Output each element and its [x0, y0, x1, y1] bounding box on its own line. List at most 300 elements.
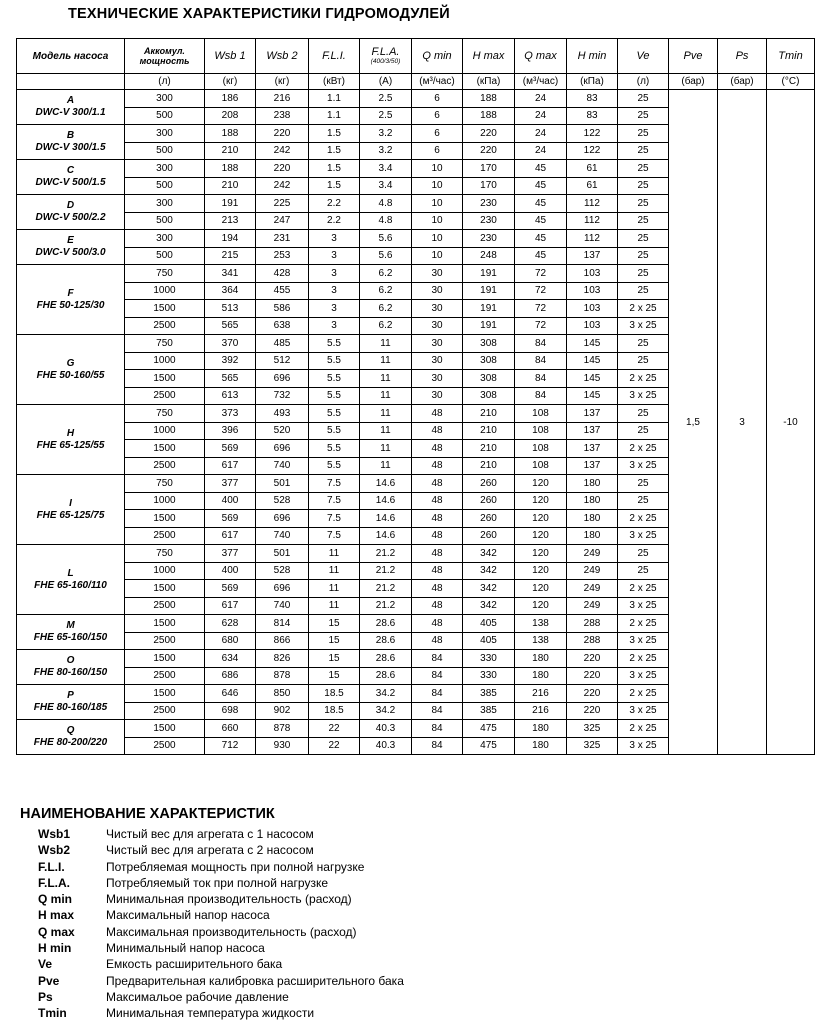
- table-cell: 215: [205, 247, 256, 265]
- table-cell: 180: [567, 527, 618, 545]
- table-cell: 10: [412, 247, 463, 265]
- table-cell: 3 x 25: [618, 317, 669, 335]
- legend-key: Q max: [38, 924, 75, 939]
- table-cell: 247: [256, 212, 309, 230]
- table-cell: 25: [618, 142, 669, 160]
- legend-desc: Потребляемый ток при полной нагрузке: [106, 875, 329, 890]
- model-name-cell: [17, 685, 125, 720]
- model-name: DWC-V 300/1.5: [35, 142, 106, 153]
- table-cell: 308: [463, 352, 515, 370]
- table-cell: 249: [567, 580, 618, 598]
- table-cell: 2500: [125, 667, 205, 685]
- table-cell: 342: [463, 580, 515, 598]
- legend-key: Wsb2: [38, 843, 71, 858]
- table-cell: 216: [256, 90, 309, 108]
- table-cell: 84: [515, 370, 567, 388]
- table-cell: 1000: [125, 352, 205, 370]
- table-cell: 30: [412, 265, 463, 283]
- units-cell: (м³/час): [515, 74, 567, 90]
- legend-item: [38, 1005, 404, 1021]
- model-name: FHE 50-160/55: [36, 369, 105, 381]
- table-cell: 1500: [125, 615, 205, 633]
- legend-key: Q min: [38, 892, 73, 907]
- table-cell: 25: [618, 125, 669, 143]
- table-cell: 25: [618, 352, 669, 370]
- table-cell: 325: [567, 720, 618, 738]
- table-cell: 180: [567, 475, 618, 493]
- units-cell: (кВт): [309, 74, 360, 90]
- table-cell: 48: [412, 492, 463, 510]
- table-cell: 103: [567, 300, 618, 318]
- table-cell: 10: [412, 160, 463, 178]
- table-cell: 330: [463, 650, 515, 668]
- table-cell: 180: [515, 737, 567, 755]
- table-cell: 137: [567, 405, 618, 423]
- units-cell: (кПа): [567, 74, 618, 90]
- table-cell: 84: [412, 737, 463, 755]
- table-cell: 528: [256, 562, 309, 580]
- table-cell: 428: [256, 265, 309, 283]
- col-header-model: Модель насоса: [17, 39, 125, 74]
- table-cell: 930: [256, 737, 309, 755]
- table-cell: 45: [515, 195, 567, 213]
- table-cell: 500: [125, 212, 205, 230]
- col-header-hmax: H max: [463, 39, 515, 74]
- table-cell: 120: [515, 510, 567, 528]
- table-cell: 300: [125, 230, 205, 248]
- legend-key: Ve: [38, 957, 53, 972]
- table-cell: 325: [567, 737, 618, 755]
- model-name: FHE 50-125/30: [36, 299, 105, 311]
- table-cell: 213: [205, 212, 256, 230]
- table-cell: 25: [618, 545, 669, 563]
- table-cell: 220: [463, 142, 515, 160]
- table-cell: 2 x 25: [618, 650, 669, 668]
- table-cell: 2500: [125, 387, 205, 405]
- col-header-fli: F.L.I.: [309, 39, 360, 74]
- model-letter: A: [66, 95, 75, 106]
- table-cell: 2.5: [360, 107, 412, 125]
- table-cell: 180: [567, 510, 618, 528]
- table-cell: 638: [256, 317, 309, 335]
- model-name: FHE 65-160/150: [33, 632, 108, 643]
- legend-desc: Максимальная производительность (расход): [106, 924, 357, 939]
- table-cell: 750: [125, 475, 205, 493]
- model-letter: I: [69, 497, 72, 509]
- model-letter: M: [66, 620, 75, 631]
- table-cell: 750: [125, 265, 205, 283]
- table-cell: 242: [256, 142, 309, 160]
- table-cell: 137: [567, 247, 618, 265]
- model-name: FHE 80-200/220: [33, 737, 108, 748]
- legend-key: Wsb1: [38, 827, 71, 841]
- table-cell: 220: [256, 160, 309, 178]
- table-cell: 5.5: [309, 422, 360, 440]
- table-cell: 750: [125, 405, 205, 423]
- table-cell: 6.2: [360, 317, 412, 335]
- units-cell: (°С): [767, 74, 815, 90]
- table-cell: 108: [515, 405, 567, 423]
- legend-key: F.L.I.: [38, 859, 65, 874]
- table-cell: 30: [412, 370, 463, 388]
- table-cell: 260: [463, 510, 515, 528]
- table-cell: 48: [412, 597, 463, 615]
- table-cell: 170: [463, 177, 515, 195]
- table-cell: 231: [256, 230, 309, 248]
- table-cell: 14.6: [360, 492, 412, 510]
- table-cell: 1.5: [309, 125, 360, 143]
- table-cell: 634: [205, 650, 256, 668]
- table-cell: 902: [256, 702, 309, 720]
- table-cell: 208: [205, 107, 256, 125]
- table-cell: 25: [618, 107, 669, 125]
- col-header-hmin: H min: [567, 39, 618, 74]
- col-header-fla: [360, 39, 412, 74]
- table-cell: 308: [463, 387, 515, 405]
- legend-desc: Чистый вес для агрегата с 1 насосом: [106, 827, 314, 841]
- table-cell: 342: [463, 597, 515, 615]
- table-cell: 191: [463, 282, 515, 300]
- table-cell: 188: [205, 160, 256, 178]
- table-cell: 112: [567, 195, 618, 213]
- table-cell: 7.5: [309, 492, 360, 510]
- table-cell: 48: [412, 580, 463, 598]
- table-cell: 225: [256, 195, 309, 213]
- table-cell: 750: [125, 545, 205, 563]
- table-cell: 230: [463, 212, 515, 230]
- table-cell: 814: [256, 615, 309, 633]
- table-cell: 2.2: [309, 195, 360, 213]
- table-cell: 210: [205, 142, 256, 160]
- table-cell: 48: [412, 440, 463, 458]
- table-cell: 145: [567, 335, 618, 353]
- table-cell: 1500: [125, 510, 205, 528]
- table-cell: 30: [412, 300, 463, 318]
- col-header-fla-label: F.L.A.: [371, 46, 400, 58]
- table-cell: 569: [205, 580, 256, 598]
- col-header-pve: Pve: [669, 39, 718, 74]
- table-cell: 120: [515, 527, 567, 545]
- table-cell: 61: [567, 177, 618, 195]
- legend-item: [38, 891, 404, 907]
- table-cell: 3 x 25: [618, 667, 669, 685]
- table-cell: 230: [463, 230, 515, 248]
- legend-item: [38, 989, 404, 1005]
- table-cell: 617: [205, 457, 256, 475]
- table-cell: 220: [567, 702, 618, 720]
- table-cell: 30: [412, 352, 463, 370]
- table-row: [17, 90, 815, 108]
- table-cell: 24: [515, 125, 567, 143]
- table-cell: 40.3: [360, 737, 412, 755]
- legend-key: Tmin: [38, 1006, 67, 1021]
- table-cell: 15: [309, 615, 360, 633]
- table-cell: 613: [205, 387, 256, 405]
- table-cell: 373: [205, 405, 256, 423]
- table-cell: 2 x 25: [618, 440, 669, 458]
- table-cell: 10: [412, 230, 463, 248]
- table-cell: 30: [412, 317, 463, 335]
- table-cell: 260: [463, 475, 515, 493]
- table-cell: 120: [515, 475, 567, 493]
- table-cell: 21.2: [360, 545, 412, 563]
- table-cell: 5.5: [309, 335, 360, 353]
- table-cell: 300: [125, 125, 205, 143]
- legend-desc: Максимальный напор насоса: [106, 908, 270, 923]
- col-header-ve: Ve: [618, 39, 669, 74]
- table-cell: 170: [463, 160, 515, 178]
- table-cell: 5.5: [309, 352, 360, 370]
- table-cell: 249: [567, 562, 618, 580]
- table-cell: 3: [309, 247, 360, 265]
- legend-item: [38, 875, 404, 891]
- table-cell: 84: [412, 650, 463, 668]
- table-cell: 5.6: [360, 230, 412, 248]
- table-cell: 2 x 25: [618, 370, 669, 388]
- legend-item: [38, 940, 404, 956]
- table-cell: 30: [412, 282, 463, 300]
- table-cell: 866: [256, 632, 309, 650]
- table-cell: 2500: [125, 457, 205, 475]
- table-cell: 210: [463, 405, 515, 423]
- table-cell: 108: [515, 440, 567, 458]
- table-cell: 405: [463, 632, 515, 650]
- legend-desc: Минимальная температура жидкости: [106, 1006, 315, 1021]
- table-cell: 712: [205, 737, 256, 755]
- table-cell: 48: [412, 475, 463, 493]
- col-header-acc: Аккомул. мощность: [125, 39, 205, 74]
- model-name: FHE 80-160/185: [33, 702, 108, 713]
- table-cell: 11: [360, 370, 412, 388]
- table-cell: 3: [309, 317, 360, 335]
- common-tmin-cell: -10: [767, 90, 815, 755]
- legend-title: НАИМЕНОВАНИЕ ХАРАКТЕРИСТИК: [20, 806, 275, 822]
- units-cell: (м³/час): [412, 74, 463, 90]
- table-cell: 493: [256, 405, 309, 423]
- legend-desc: Чистый вес для агрегата с 2 насосом: [106, 843, 314, 858]
- table-cell: 108: [515, 457, 567, 475]
- model-name-cell: [17, 195, 125, 230]
- model-name-cell: [17, 335, 125, 405]
- table-cell: 500: [125, 177, 205, 195]
- table-cell: 18.5: [309, 685, 360, 703]
- table-cell: 475: [463, 737, 515, 755]
- table-cell: 84: [412, 685, 463, 703]
- table-cell: 10: [412, 212, 463, 230]
- table-cell: 72: [515, 317, 567, 335]
- table-cell: 45: [515, 160, 567, 178]
- model-name-cell: [17, 720, 125, 755]
- table-cell: 11: [309, 580, 360, 598]
- table-cell: 7.5: [309, 510, 360, 528]
- units-cell-blank: [17, 74, 125, 90]
- table-cell: 83: [567, 90, 618, 108]
- table-cell: 120: [515, 545, 567, 563]
- table-cell: 11: [309, 562, 360, 580]
- table-cell: 72: [515, 265, 567, 283]
- table-cell: 11: [360, 352, 412, 370]
- table-cell: 14.6: [360, 527, 412, 545]
- table-cell: 21.2: [360, 562, 412, 580]
- table-cell: 180: [515, 720, 567, 738]
- table-cell: 300: [125, 160, 205, 178]
- col-header-tmin: Tmin: [767, 39, 815, 74]
- table-cell: 698: [205, 702, 256, 720]
- model-name: DWC-V 500/3.0: [35, 247, 106, 258]
- table-cell: 48: [412, 405, 463, 423]
- table-cell: 330: [463, 667, 515, 685]
- table-cell: 2 x 25: [618, 300, 669, 318]
- table-cell: 138: [515, 615, 567, 633]
- table-cell: 40.3: [360, 720, 412, 738]
- table-cell: 11: [360, 422, 412, 440]
- table-cell: 22: [309, 720, 360, 738]
- table-cell: 646: [205, 685, 256, 703]
- legend-item: [38, 956, 404, 972]
- table-cell: 3: [309, 265, 360, 283]
- table-cell: 2500: [125, 702, 205, 720]
- table-cell: 308: [463, 335, 515, 353]
- table-cell: 3: [309, 282, 360, 300]
- table-cell: 308: [463, 370, 515, 388]
- model-name-cell: [17, 230, 125, 265]
- table-cell: 1000: [125, 492, 205, 510]
- table-cell: 3 x 25: [618, 527, 669, 545]
- table-cell: 11: [309, 545, 360, 563]
- table-cell: 11: [309, 597, 360, 615]
- table-cell: 145: [567, 387, 618, 405]
- table-cell: 72: [515, 282, 567, 300]
- table-cell: 103: [567, 317, 618, 335]
- table-cell: 210: [463, 440, 515, 458]
- table-cell: 220: [567, 650, 618, 668]
- table-cell: 137: [567, 457, 618, 475]
- table-cell: 2500: [125, 737, 205, 755]
- table-cell: 569: [205, 510, 256, 528]
- table-cell: 500: [125, 142, 205, 160]
- table-cell: 696: [256, 440, 309, 458]
- table-cell: 2500: [125, 597, 205, 615]
- table-cell: 7.5: [309, 475, 360, 493]
- table-cell: 342: [463, 562, 515, 580]
- legend-item: [38, 973, 404, 989]
- table-cell: 740: [256, 457, 309, 475]
- table-cell: 850: [256, 685, 309, 703]
- table-cell: 83: [567, 107, 618, 125]
- table-cell: 180: [567, 492, 618, 510]
- table-cell: 513: [205, 300, 256, 318]
- spec-table: [16, 38, 815, 755]
- table-cell: 500: [125, 107, 205, 125]
- table-cell: 10: [412, 195, 463, 213]
- col-header-qmax: Q max: [515, 39, 567, 74]
- col-header-ps: Ps: [718, 39, 767, 74]
- table-cell: 1000: [125, 282, 205, 300]
- table-cell: 260: [463, 492, 515, 510]
- table-cell: 1500: [125, 685, 205, 703]
- table-cell: 2 x 25: [618, 720, 669, 738]
- table-cell: 10: [412, 177, 463, 195]
- table-cell: 696: [256, 510, 309, 528]
- table-cell: 84: [412, 702, 463, 720]
- units-cell: (л): [618, 74, 669, 90]
- table-cell: 230: [463, 195, 515, 213]
- table-cell: 220: [567, 685, 618, 703]
- table-cell: 24: [515, 107, 567, 125]
- model-letter: G: [66, 357, 75, 369]
- table-cell: 2 x 25: [618, 685, 669, 703]
- legend-key: Pve: [38, 973, 60, 988]
- table-cell: 191: [463, 265, 515, 283]
- table-cell: 1500: [125, 440, 205, 458]
- model-letter: O: [66, 655, 75, 666]
- col-header-qmin: Q min: [412, 39, 463, 74]
- col-header-wsb2: Wsb 2: [256, 39, 309, 74]
- table-cell: 103: [567, 282, 618, 300]
- model-letter: E: [67, 235, 74, 246]
- model-name-cell: [17, 125, 125, 160]
- table-cell: 6: [412, 107, 463, 125]
- units-cell: (кг): [205, 74, 256, 90]
- table-cell: 25: [618, 247, 669, 265]
- table-cell: 11: [360, 440, 412, 458]
- table-cell: 122: [567, 125, 618, 143]
- legend-item: [38, 859, 404, 875]
- table-cell: 191: [205, 195, 256, 213]
- table-cell: 210: [205, 177, 256, 195]
- units-cell: (А): [360, 74, 412, 90]
- table-cell: 4.8: [360, 212, 412, 230]
- table-cell: 138: [515, 632, 567, 650]
- table-cell: 210: [463, 457, 515, 475]
- table-cell: 1000: [125, 422, 205, 440]
- table-cell: 120: [515, 492, 567, 510]
- table-cell: 188: [205, 125, 256, 143]
- table-cell: 25: [618, 90, 669, 108]
- model-name-cell: [17, 545, 125, 615]
- table-cell: 364: [205, 282, 256, 300]
- table-cell: 2500: [125, 527, 205, 545]
- legend-key: H min: [38, 941, 72, 956]
- table-cell: 34.2: [360, 702, 412, 720]
- table-cell: 137: [567, 440, 618, 458]
- model-letter: B: [66, 130, 75, 141]
- table-cell: 696: [256, 370, 309, 388]
- table-cell: 1500: [125, 370, 205, 388]
- table-cell: 528: [256, 492, 309, 510]
- table-cell: 210: [463, 422, 515, 440]
- table-cell: 288: [567, 632, 618, 650]
- table-cell: 392: [205, 352, 256, 370]
- table-cell: 34.2: [360, 685, 412, 703]
- table-cell: 14.6: [360, 475, 412, 493]
- table-cell: 501: [256, 545, 309, 563]
- table-cell: 84: [515, 352, 567, 370]
- table-cell: 84: [515, 387, 567, 405]
- table-cell: 1000: [125, 562, 205, 580]
- legend-desc: Предварительная калибровка расширительного бака: [106, 973, 404, 988]
- legend-list: [38, 826, 404, 1022]
- table-cell: 14.6: [360, 510, 412, 528]
- table-cell: 686: [205, 667, 256, 685]
- table-cell: 11: [360, 387, 412, 405]
- table-cell: 260: [463, 527, 515, 545]
- table-cell: 30: [412, 387, 463, 405]
- table-cell: 7.5: [309, 527, 360, 545]
- legend-desc: Минимальная производительность (расход): [106, 892, 352, 907]
- model-name-cell: [17, 615, 125, 650]
- table-cell: 385: [463, 702, 515, 720]
